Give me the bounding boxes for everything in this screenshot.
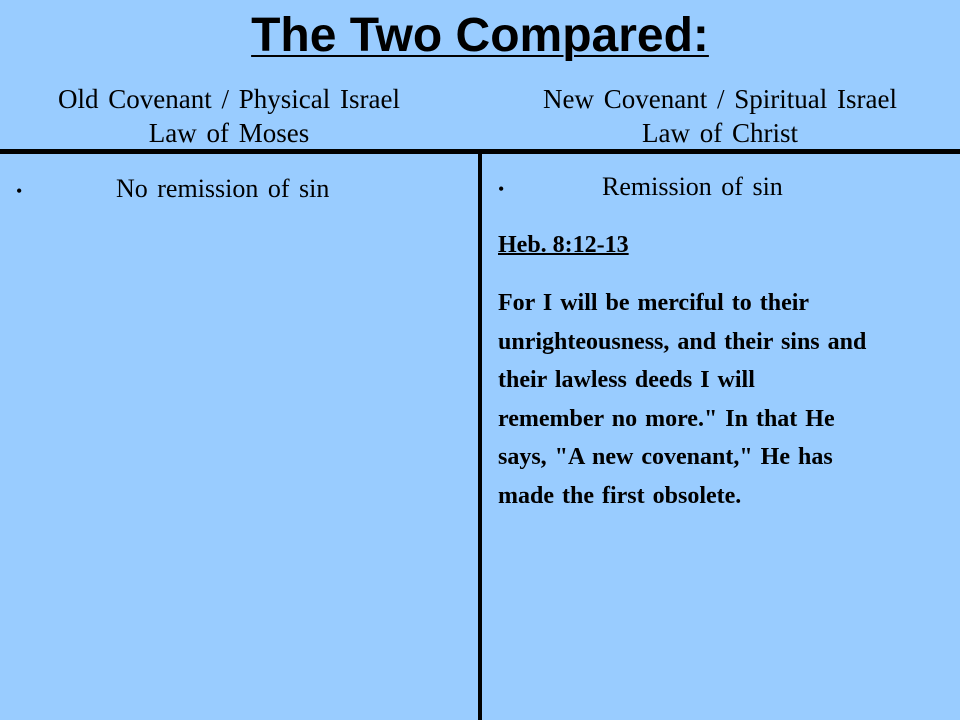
passage-line: For I will be merciful to their <box>498 290 810 316</box>
passage-line: remember no more." In that He <box>498 405 835 432</box>
bullet-icon: • <box>16 181 23 201</box>
new-covenant-heading <box>480 82 960 150</box>
passage-line: their lawless deeds I will <box>498 367 755 393</box>
new-covenant-bullet <box>498 172 783 204</box>
passage-line: unrighteousness, and their sins and <box>498 328 867 355</box>
slide-title: The Two Compared: <box>251 9 709 62</box>
scripture-reference: Heb. 8:12-13 <box>498 232 629 258</box>
scripture-passage <box>498 284 950 515</box>
passage-line: says, "A new covenant," He has <box>498 444 833 470</box>
new-covenant-heading-line2: Law of Christ <box>642 118 798 148</box>
new-covenant-heading-line1: New Covenant / Spiritual Israel <box>543 84 897 114</box>
old-covenant-heading-line2: Law of Moses <box>148 118 310 148</box>
old-covenant-bullet <box>16 174 329 206</box>
column-divider <box>478 152 482 720</box>
bullet-icon: • <box>498 179 505 199</box>
new-covenant-bullet-text: Remission of sin <box>602 172 783 201</box>
old-covenant-heading <box>0 82 458 150</box>
old-covenant-bullet-text: No remission of sin <box>116 174 330 203</box>
old-covenant-heading-line1: Old Covenant / Physical Israel <box>58 84 400 114</box>
passage-line: made the first obsolete. <box>498 482 742 509</box>
